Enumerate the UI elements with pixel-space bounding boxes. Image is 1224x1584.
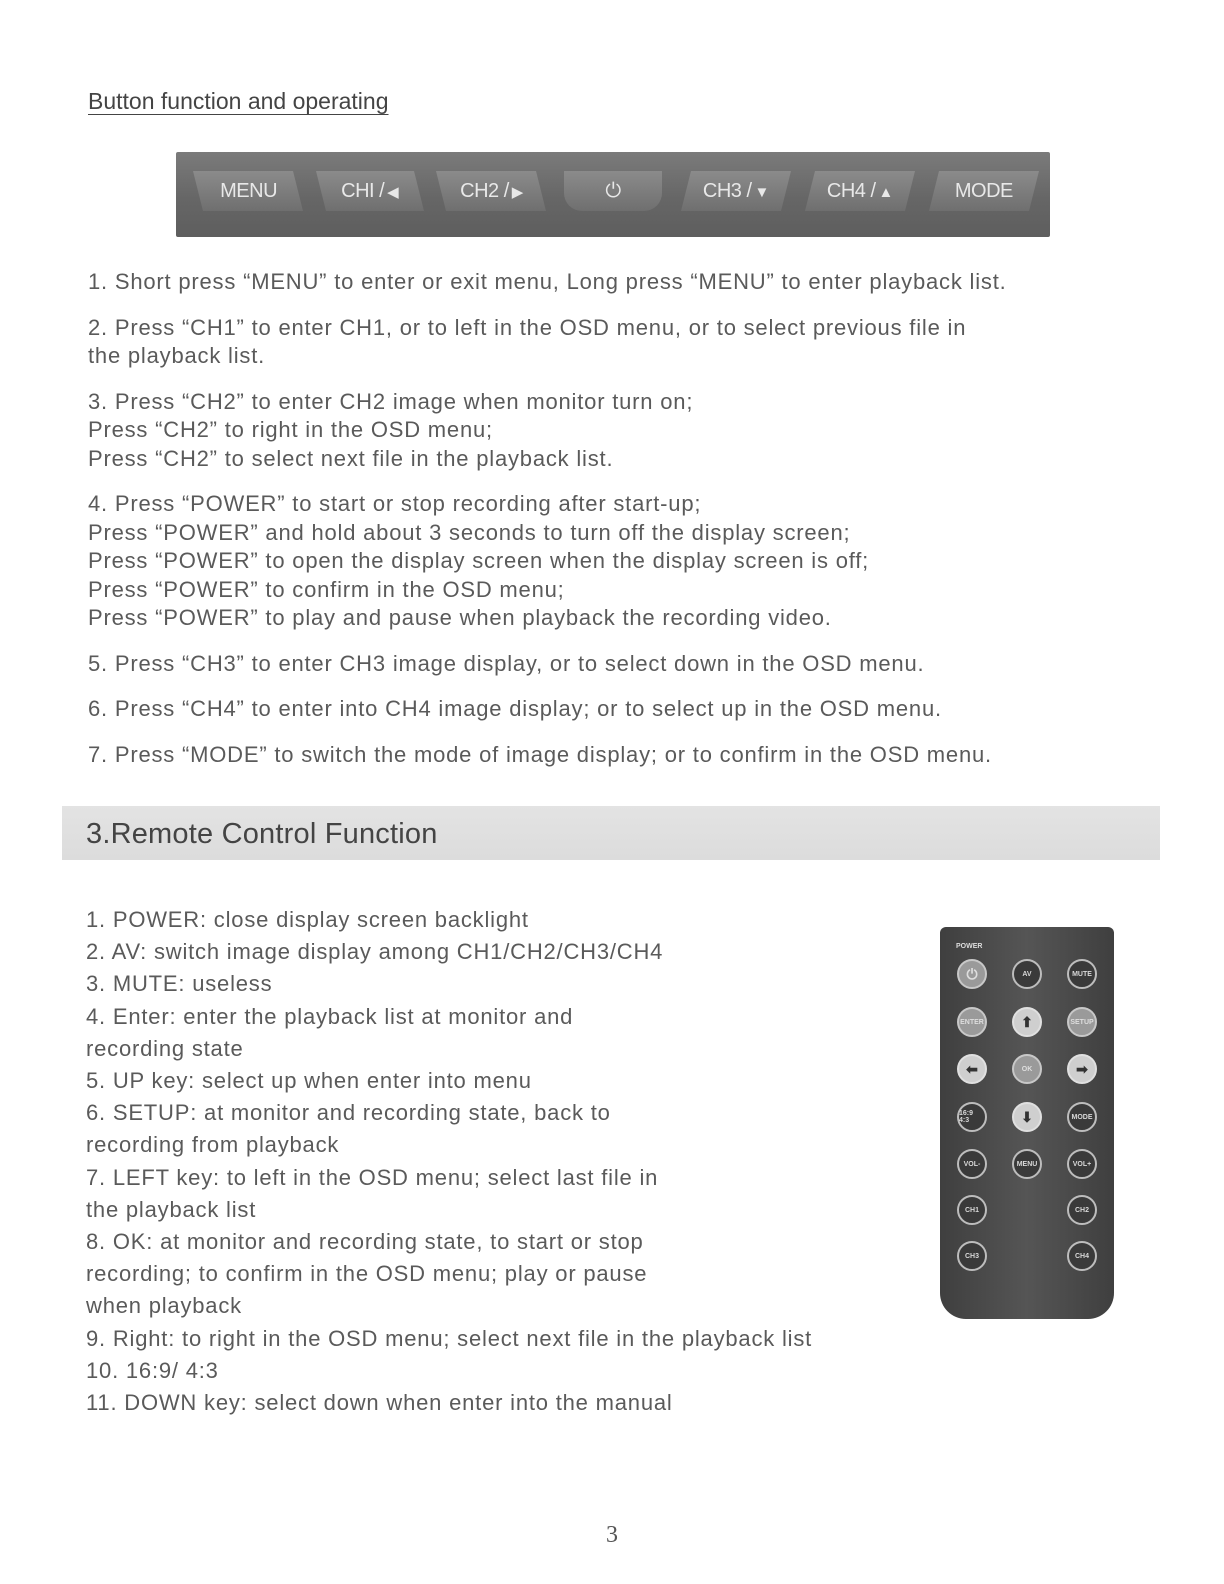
panel-button-ch3: CH3 / ▼ <box>681 171 791 211</box>
remote-mode-key: MODE <box>1067 1102 1097 1132</box>
list-item: 8. OK: at monitor and recording state, to start or stop <box>86 1229 644 1255</box>
panel-button-mode: MODE <box>929 171 1039 211</box>
list-item: 2. Press “CH1” to enter CH1, or to left in the OSD menu, or to select previous file in the playback list. <box>88 314 967 368</box>
remote-mute-key: MUTE <box>1067 959 1097 989</box>
list-item: 7. LEFT key: to left in the OSD menu; select last file in <box>86 1164 659 1190</box>
list-item: 1. Short press “MENU” to enter or exit menu, Long press “MENU” to enter playback list. <box>88 269 1007 294</box>
list-item: 9. Right: to right in the OSD menu; select next file in the playback list <box>86 1325 813 1351</box>
right-arrow-icon: ▶ <box>511 183 523 201</box>
list-item: when playback <box>86 1293 242 1319</box>
section-heading: Button function and operating <box>88 88 389 114</box>
list-item: 3. Press “CH2” to enter CH2 image when monitor turn on; Press “CH2” to right in the OSD menu; Press “CH2” to select next file in the playback list. <box>88 388 694 471</box>
list-item: 6. SETUP: at monitor and recording state, back to <box>86 1100 611 1126</box>
remote-menu-key: MENU <box>1012 1149 1042 1179</box>
list-item: 1. POWER: close display screen backlight <box>86 907 529 932</box>
panel-button-ch4: CH4 / ▲ <box>805 171 915 211</box>
panel-button-power <box>564 171 662 211</box>
power-icon: ⏻ <box>605 179 621 202</box>
remote-ok-key: OK <box>1012 1054 1042 1084</box>
list-item: 6. Press “CH4” to enter into CH4 image display; or to select up in the OSD menu. <box>88 696 942 721</box>
panel-button-ch1: CHI / ◀ <box>316 171 424 211</box>
remote-enter-key: ENTER <box>957 1007 987 1037</box>
list-item: recording from playback <box>86 1132 340 1158</box>
list-item: 4. Enter: enter the playback list at monitor and <box>86 1003 574 1029</box>
list-item: 7. Press “MODE” to switch the mode of image display; or to confirm in the OSD menu. <box>88 741 992 767</box>
list-item: recording; to confirm in the OSD menu; play or pause <box>86 1261 648 1287</box>
up-arrow-icon: ▲ <box>878 183 893 201</box>
left-arrow-icon: ◀ <box>387 183 399 201</box>
remote-ch1-key: CH1 <box>957 1195 987 1225</box>
remote-power-key: ⏻ <box>957 959 987 989</box>
list-item: recording state <box>86 1035 244 1061</box>
remote-control-image <box>940 927 1114 1319</box>
right-arrow-icon: ➡ <box>1067 1054 1097 1084</box>
remote-ch4-key: CH4 <box>1067 1241 1097 1271</box>
remote-ch2-key: CH2 <box>1067 1195 1097 1225</box>
list-item: 3. MUTE: useless <box>86 971 273 997</box>
list-item: 5. Press “CH3” to enter CH3 image display, or to select down in the OSD menu. <box>88 650 925 676</box>
remote-av-key: AV <box>1012 959 1042 989</box>
list-item: 4. Press “POWER” to start or stop recording after start-up; Press “POWER” and hold about 3 seconds to turn off the display screen; Press “POWER” to open the display screen when the display screen is off; Press “POWER” to confirm in the OSD menu; Press “POWER” to play and pause when playback the recording video. <box>88 491 870 630</box>
panel-button-menu: MENU <box>193 171 303 211</box>
remote-vol-down-key: VOL- <box>957 1149 987 1179</box>
list-item: the playback list <box>86 1196 257 1222</box>
down-arrow-icon: ▼ <box>754 183 769 201</box>
remote-aspect-key: 16:9 4:3 <box>957 1102 987 1132</box>
panel-button-ch2: CH2 / ▶ <box>436 171 546 211</box>
up-arrow-icon: ⬆ <box>1012 1007 1042 1037</box>
list-item: 2. AV: switch image display among CH1/CH2/CH3/CH4 <box>86 939 664 965</box>
remote-function-list <box>86 904 956 1419</box>
remote-vol-up-key: VOL+ <box>1067 1149 1097 1179</box>
remote-ch3-key: CH3 <box>957 1241 987 1271</box>
page-number: 3 <box>606 1522 618 1548</box>
list-item: 10. 16:9/ 4:3 <box>86 1357 219 1383</box>
section-title: 3.Remote Control Function <box>86 818 438 850</box>
button-panel-image <box>176 152 1050 237</box>
power-label: POWER <box>956 943 983 950</box>
list-item: 11. DOWN key: select down when enter into the manual <box>86 1390 673 1416</box>
button-function-list <box>88 268 1188 786</box>
list-item: 5. UP key: select up when enter into menu <box>86 1068 532 1094</box>
left-arrow-icon: ⬅ <box>957 1054 987 1084</box>
down-arrow-icon: ⬇ <box>1012 1102 1042 1132</box>
remote-setup-key: SETUP <box>1067 1007 1097 1037</box>
